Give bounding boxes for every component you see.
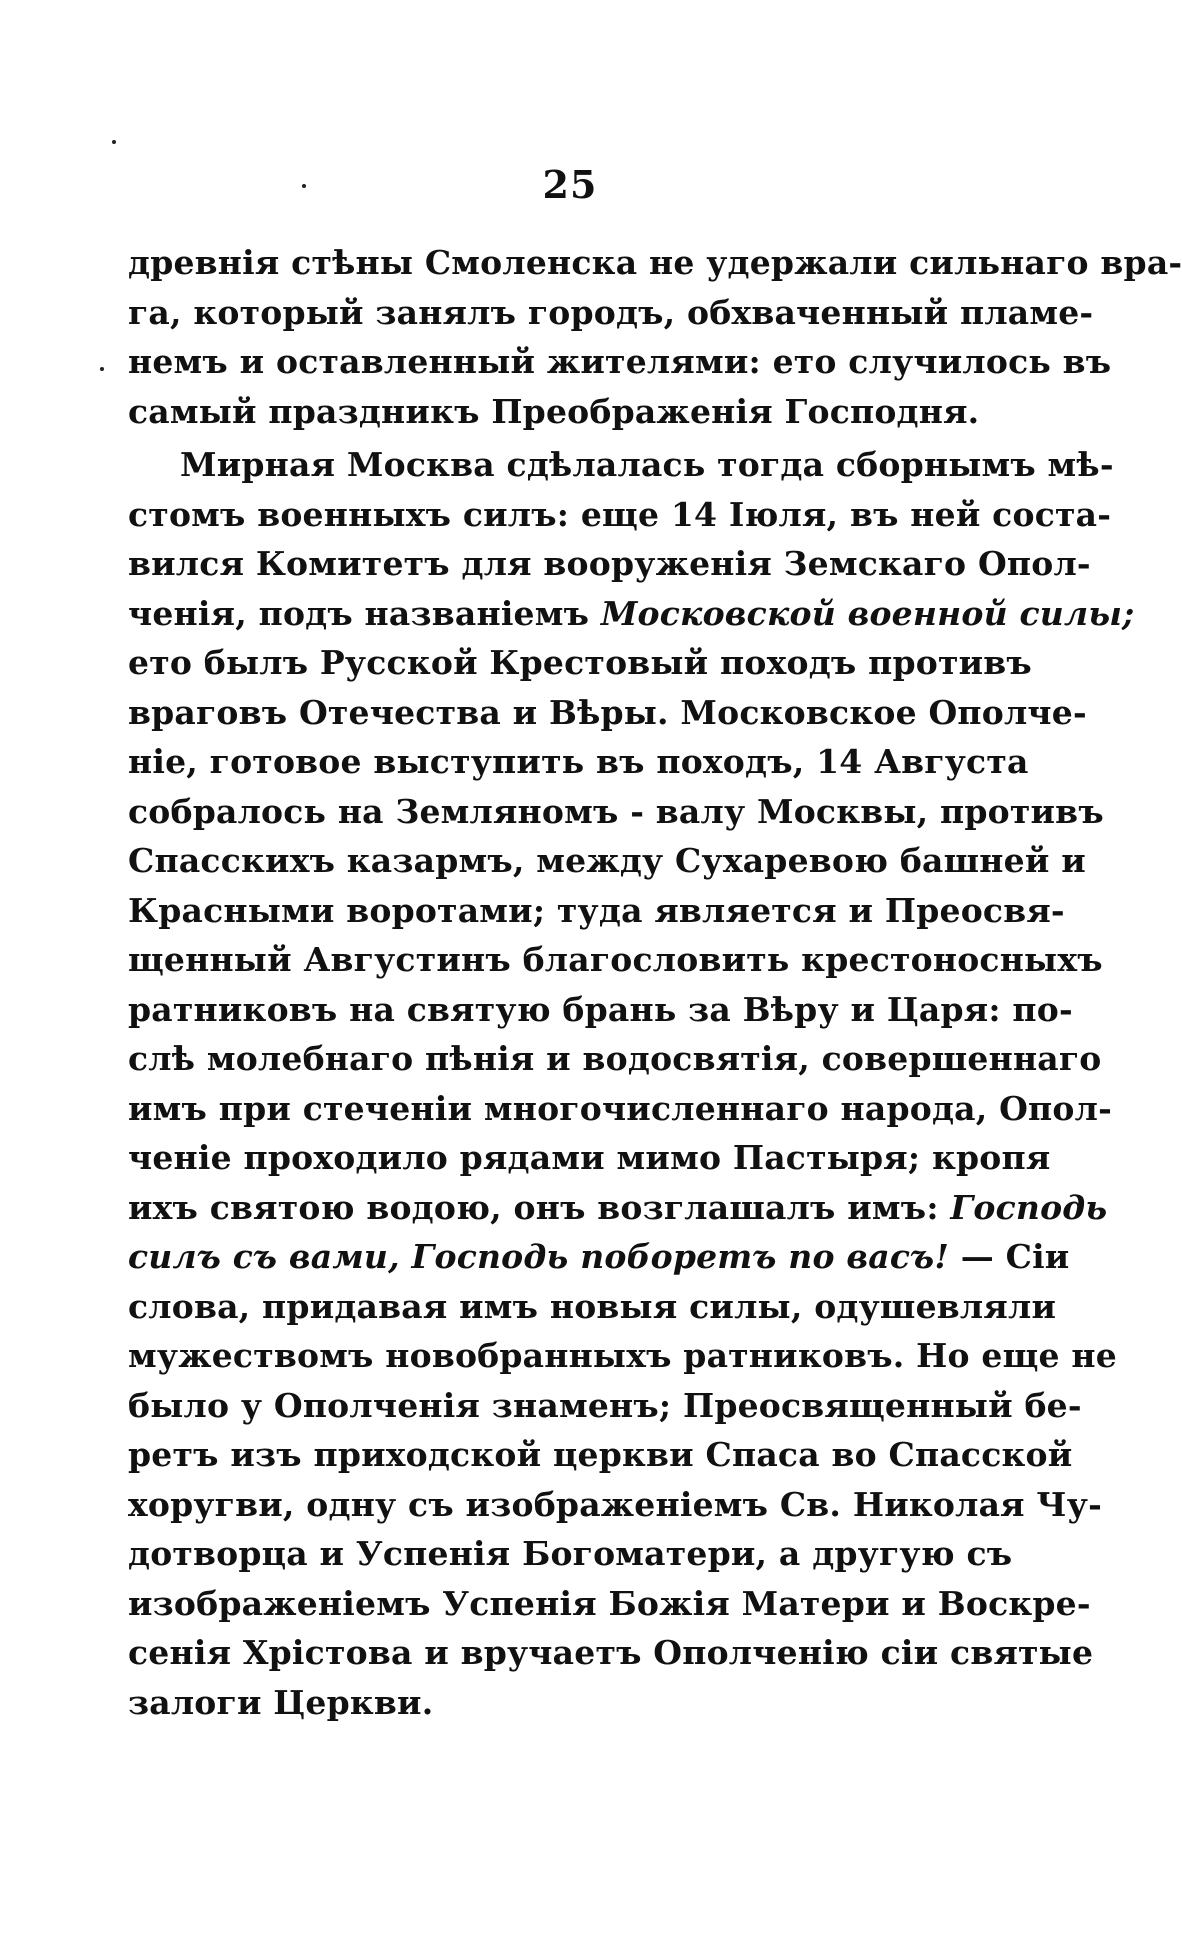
line-text: слѣ молебнаго пѣнія и водосвятія, совершеннаго <box>128 1039 1102 1078</box>
text-line <box>128 1282 1057 1332</box>
text-line <box>128 1480 1102 1530</box>
text-line <box>128 836 1086 886</box>
text-line <box>128 440 1114 490</box>
line-text: Мирная Москва сдѣлалась тогда сборнымъ мѣ- <box>180 445 1114 484</box>
body-text <box>128 238 1182 1727</box>
line-text: вился Комитетъ для вооруженія Земскаго Опол- <box>128 544 1091 583</box>
print-speck <box>100 367 104 371</box>
text-line <box>128 688 1087 738</box>
line-text: ето былъ Русской Крестовый походъ противъ <box>128 643 1032 682</box>
italic-text: силъ съ вами, Господь поборетъ по васъ! <box>128 1237 950 1276</box>
text-line <box>128 1331 1117 1381</box>
line-text: слова, придавая имъ новыя силы, одушевляли <box>128 1286 1057 1326</box>
text-line <box>128 1133 1051 1183</box>
text-line <box>128 935 1103 985</box>
line-text: имъ при стеченіи многочисленнаго народа, Опол- <box>128 1088 1112 1128</box>
line-text: древнія стѣны Смоленска не удержали сильнаго вра- <box>128 243 1182 282</box>
line-text: враговъ Отечества и Вѣры. Московское Ополче- <box>128 692 1087 732</box>
text-line <box>128 1678 966 1728</box>
text-line <box>128 288 1094 338</box>
text-line <box>128 1579 1091 1629</box>
line-text: Спасскихъ казармъ, между Сухаревою башней и <box>128 841 1086 880</box>
line-text: собралось на Земляномъ - валу Москвы, противъ <box>128 791 1104 831</box>
page-number: 25 <box>542 162 598 207</box>
text-line <box>128 387 980 437</box>
line-text: сенія Хрістова и вручаетъ Ополченію сіи святые <box>128 1633 1094 1672</box>
line-text: самый праздникъ Преображенія Господня. <box>128 391 980 431</box>
paragraph <box>128 238 1182 436</box>
line-text: мужествомъ новобранныхъ ратниковъ. Но еще не <box>128 1336 1117 1375</box>
text-line <box>128 238 1182 288</box>
line-text: дотворца и Успенія Богоматери, а другую съ <box>128 1534 1013 1573</box>
text-line <box>128 337 1112 387</box>
line-text: стомъ военныхъ силъ: еще 14 Іюля, въ ней соста- <box>128 494 1112 534</box>
text-line <box>128 787 1104 837</box>
text-line <box>128 1381 1082 1431</box>
text-line <box>128 1430 1073 1480</box>
text-line <box>128 1232 1070 1282</box>
text-line <box>128 589 1135 639</box>
line-text: ихъ святою водою, онъ возглашалъ имъ: <box>128 1187 951 1227</box>
line-text: ратниковъ на святую брань за Вѣру и Царя: по- <box>128 989 1073 1029</box>
text-line <box>128 490 1112 540</box>
italic-text: Господь <box>950 1187 1108 1227</box>
text-line <box>128 638 1032 688</box>
italic-text: Московской военной силы; <box>600 593 1135 633</box>
line-text: га, который занялъ городъ, обхваченный пламе- <box>128 292 1094 332</box>
line-text: — Сіи <box>949 1237 1070 1276</box>
print-speck <box>112 140 116 144</box>
line-text: ніе, готовое выступить въ походъ, 14 Августа <box>128 742 1029 781</box>
line-text: щенный Августинъ благословить крестоносныхъ <box>128 940 1103 979</box>
paragraph <box>128 440 1135 1727</box>
text-line <box>128 1628 1094 1678</box>
line-text: ретъ изъ приходской церкви Спаса во Спасской <box>128 1435 1073 1474</box>
text-line <box>128 1183 1108 1233</box>
line-text: залоги Церкви. <box>128 1682 434 1722</box>
text-line <box>128 737 1029 787</box>
text-line <box>128 539 1091 589</box>
line-text: было у Ополченія знаменъ; Преосвященный бе- <box>128 1385 1082 1425</box>
text-line <box>128 1034 1102 1084</box>
text-line <box>128 1529 1013 1579</box>
text-line <box>128 985 1073 1035</box>
line-text: ченіе проходило рядами мимо Пастыря; кропя <box>128 1138 1051 1177</box>
line-text: немъ и оставленный жителями: ето случилось въ <box>128 342 1112 381</box>
line-text: изображеніемъ Успенія Божія Матери и Воскре- <box>128 1583 1091 1623</box>
text-line <box>128 1084 1112 1134</box>
line-text: Красными воротами; туда является и Преосвя- <box>128 890 1065 930</box>
line-text: ченія, подъ названіемъ <box>128 593 601 633</box>
line-text: хоругви, одну съ изображеніемъ Св. Николая Чу- <box>128 1484 1102 1524</box>
text-line <box>128 886 1065 936</box>
